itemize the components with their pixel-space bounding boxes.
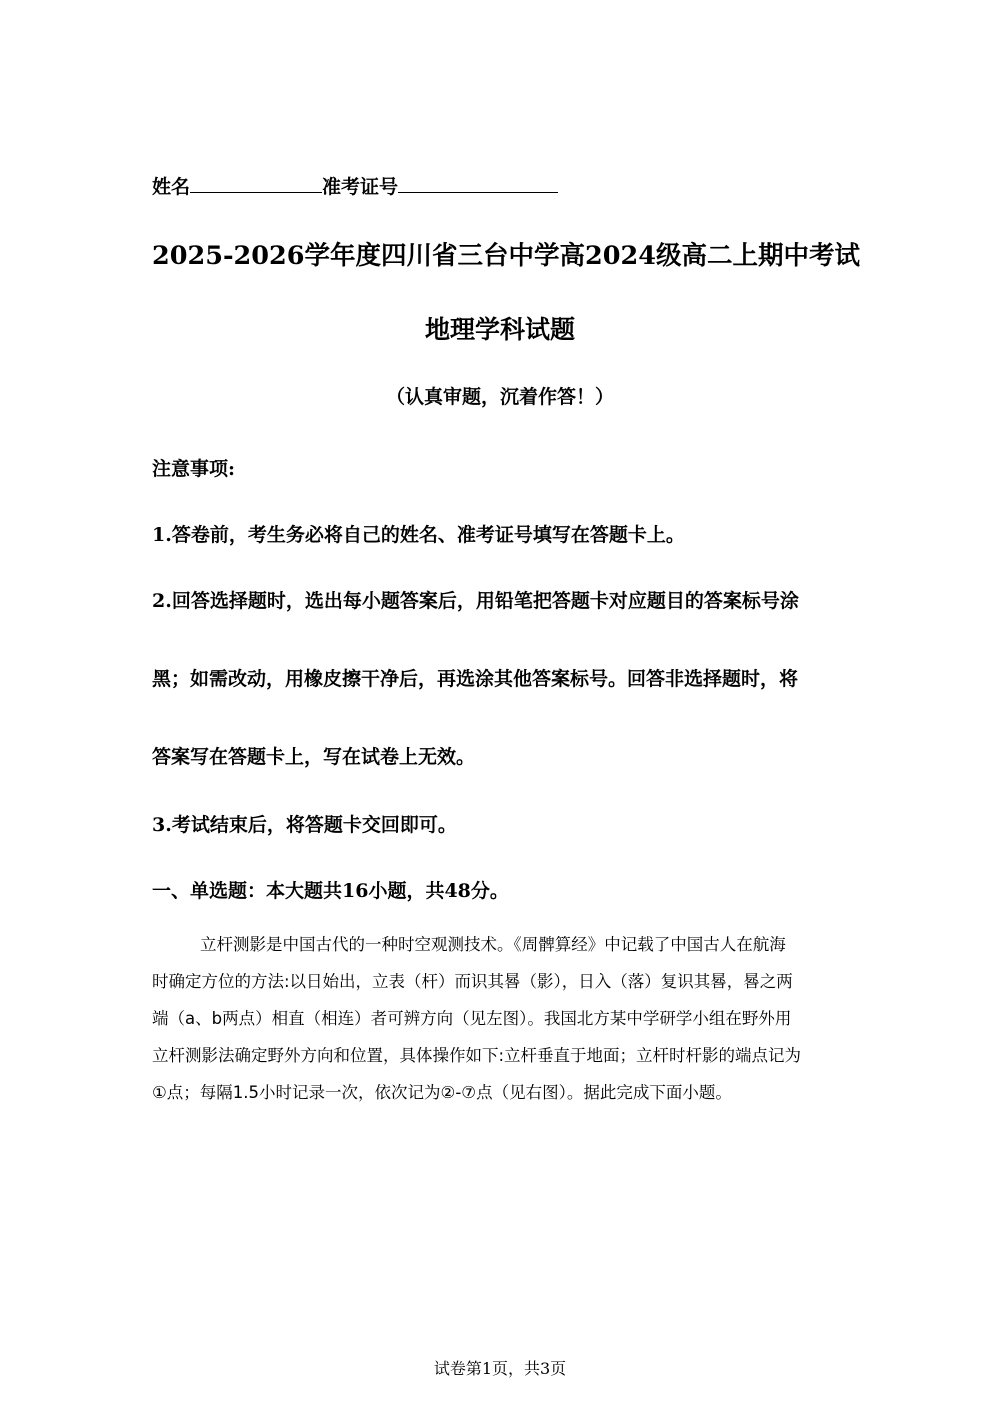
name-blank [190,174,322,193]
notice-item: 2.回答选择题时，选出每小题答案后，用铅笔把答题卡对应题目的答案标号涂 [152,590,799,612]
section-heading: 一、单选题：本大题共16小题，共48分。 [152,880,509,902]
notice-item: 答案写在答题卡上，写在试卷上无效。 [152,746,476,768]
id-label: 准考证号 [322,176,399,198]
exam-motto: （认真审题，沉着作答！） [385,386,614,408]
subject-title: 地理学科试题 [424,315,575,344]
passage-line: ①点；每隔1.5小时记录一次，依次记为②-⑦点（见右图）。据此完成下面小题。 [152,1083,732,1102]
notice-heading: 注意事项: [152,458,236,480]
question-passage [152,926,852,1111]
passage-line: 立杆测影法确定野外方向和位置，具体操作如下:立杆垂直于地面；立杆时杆影的端点记为 [152,1046,802,1065]
passage-line: 立杆测影是中国古代的一种时空观测技术。《周髀算经》中记载了中国古人在航海 [200,935,786,954]
passage-line: 时确定方位的方法:以日始出，立表（杆）而识其晷（影），日入（落）复识其晷，晷之两 [152,972,793,991]
notice-item: 3.考试结束后，将答题卡交回即可。 [152,814,457,836]
id-blank [398,174,558,193]
exam-title: 2025-2026学年度四川省三台中学高2024级高二上期中考试 [152,241,860,271]
candidate-info-row [152,172,558,199]
notice-item: 黑；如需改动，用橡皮擦干净后，再选涂其他答案标号。回答非选择题时，将 [152,668,799,690]
name-label: 姓名 [152,176,191,198]
notice-item: 1.答卷前，考生务必将自己的姓名、准考证号填写在答题卡上。 [152,524,685,546]
page-footer: 试卷第1页，共3页 [433,1359,567,1378]
passage-line: 端（a、b两点）相直（相连）者可辨方向（见左图）。我国北方某中学研学小组在野外用 [152,1009,792,1028]
